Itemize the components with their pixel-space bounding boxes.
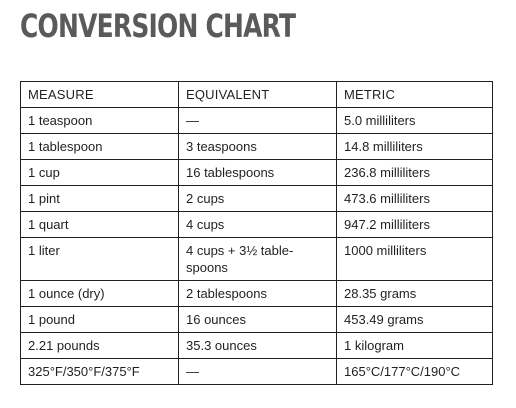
cell-measure: 1 teaspoon <box>21 108 179 134</box>
table-row <box>21 134 493 160</box>
cell-metric: 1000 milliliters <box>337 238 493 281</box>
cell-equivalent: 4 cups <box>179 212 337 238</box>
cell-metric: 165°C/177°C/190°C <box>337 359 493 385</box>
cell-measure: 1 ounce (dry) <box>21 281 179 307</box>
header-metric: METRIC <box>337 82 493 108</box>
cell-equivalent: 3 teaspoons <box>179 134 337 160</box>
cell-equivalent: 16 ounces <box>179 307 337 333</box>
cell-measure: 2.21 pounds <box>21 333 179 359</box>
cell-measure: 325°F/350°F/375°F <box>21 359 179 385</box>
header-measure: MEASURE <box>21 82 179 108</box>
cell-metric: 473.6 milliliters <box>337 186 493 212</box>
cell-measure: 1 pound <box>21 307 179 333</box>
table-row <box>21 160 493 186</box>
cell-metric: 5.0 milliliters <box>337 108 493 134</box>
cell-equivalent: — <box>179 359 337 385</box>
cell-equivalent: 35.3 ounces <box>179 333 337 359</box>
cell-metric: 947.2 milliliters <box>337 212 493 238</box>
cell-measure: 1 quart <box>21 212 179 238</box>
cell-measure: 1 cup <box>21 160 179 186</box>
table-row <box>21 212 493 238</box>
cell-equivalent: 16 tablespoons <box>179 160 337 186</box>
cell-equivalent: 2 tablespoons <box>179 281 337 307</box>
cell-measure: 1 pint <box>21 186 179 212</box>
cell-equivalent: 4 cups + 3½ table-spoons <box>179 238 337 281</box>
cell-measure: 1 tablespoon <box>21 134 179 160</box>
cell-equivalent: — <box>179 108 337 134</box>
cell-metric: 1 kilogram <box>337 333 493 359</box>
table-row <box>21 307 493 333</box>
cell-metric: 453.49 grams <box>337 307 493 333</box>
table-row <box>21 186 493 212</box>
header-equivalent: EQUIVALENT <box>179 82 337 108</box>
cell-metric: 236.8 milliliters <box>337 160 493 186</box>
table-header-row <box>21 82 493 108</box>
cell-metric: 14.8 milliliters <box>337 134 493 160</box>
table-row <box>21 238 493 281</box>
cell-equivalent: 2 cups <box>179 186 337 212</box>
cell-metric: 28.35 grams <box>337 281 493 307</box>
page-title: CONVERSION CHART <box>20 7 296 45</box>
table-row <box>21 281 493 307</box>
conversion-table <box>20 81 493 385</box>
cell-measure: 1 liter <box>21 238 179 281</box>
table-row <box>21 333 493 359</box>
table-row <box>21 359 493 385</box>
table-row <box>21 108 493 134</box>
